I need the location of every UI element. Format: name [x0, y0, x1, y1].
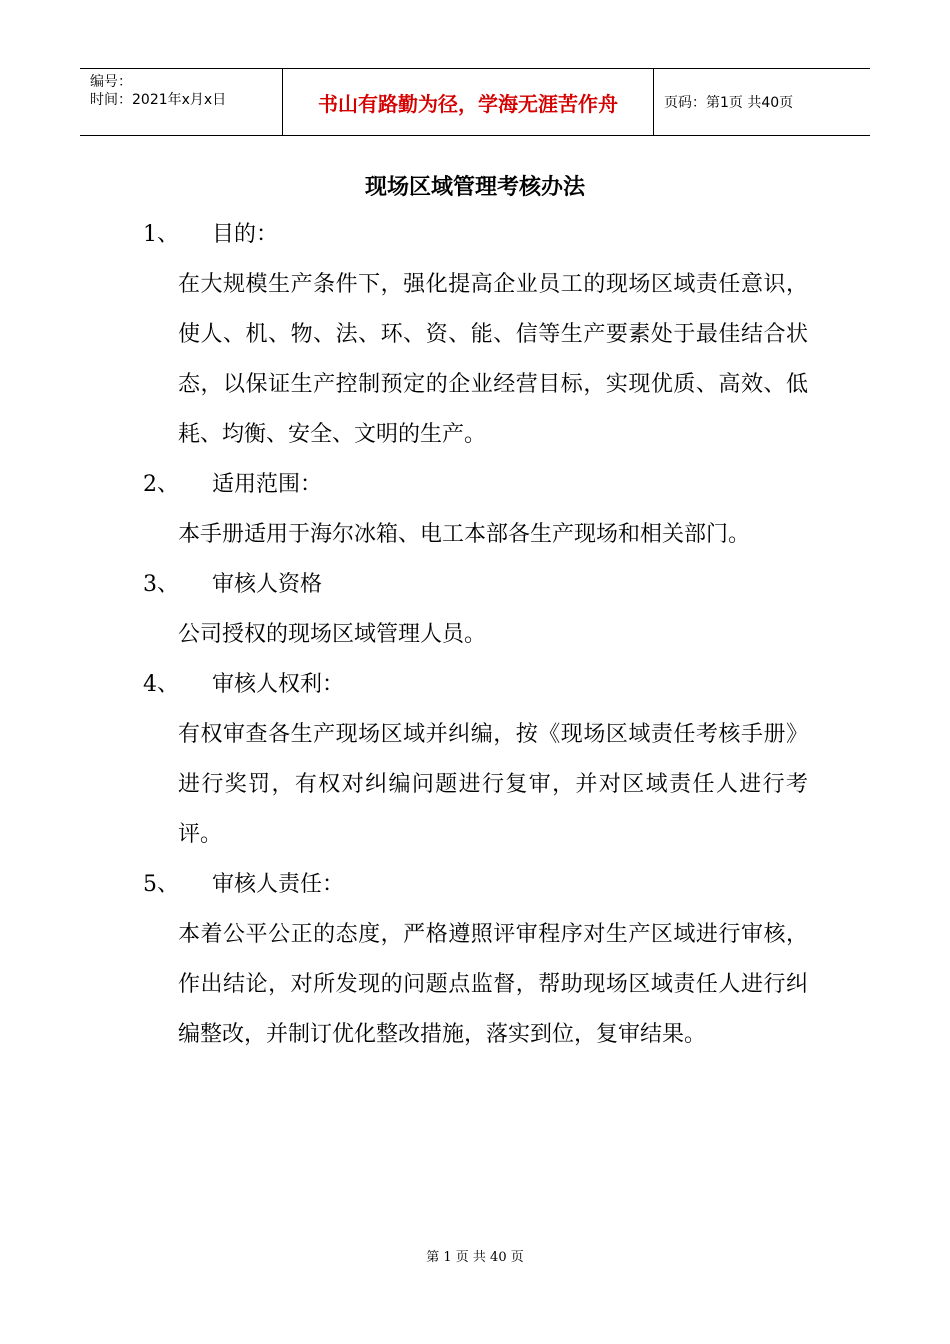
section-paragraph: 有权审查各生产现场区域并纠编，按《现场区域责任考核手册》进行奖罚，有权对纠编问题进行复审，并对区域责任人进行考评。 [178, 722, 808, 847]
section-heading [0, 660, 950, 710]
section-label: 目的： [212, 222, 279, 247]
header-motto: 书山有路勤为径，学海无涯苦作舟 [282, 69, 654, 135]
section-paragraph: 在大规模生产条件下，强化提高企业员工的现场区域责任意识，使人、机、物、法、环、资、能、信等生产要素处于最佳结合状态，以保证生产控制预定的企业经营目标，实现优质、高效、低耗、均衡、安全、文明的生产。 [178, 272, 808, 447]
section-heading [0, 460, 950, 510]
section-label: 审核人责任： [212, 872, 345, 897]
page-footer: 第 1 页 共 40 页 [426, 1250, 524, 1265]
section-auditor-qualification [0, 560, 950, 660]
section-number: 3、 [143, 572, 179, 597]
section-heading [0, 860, 950, 910]
header-table [80, 68, 870, 136]
section-number: 4、 [143, 672, 179, 697]
section-heading [0, 560, 950, 610]
section-label: 审核人权利： [212, 672, 345, 697]
section-number: 1、 [143, 222, 179, 247]
doc-number-label: 编号： [90, 74, 132, 90]
document-body [0, 210, 950, 1060]
header-meta [80, 69, 282, 135]
header-page-info: 页码：第1页 共40页 [664, 95, 794, 111]
section-heading [0, 210, 950, 260]
section-number: 2、 [143, 472, 179, 497]
section-label: 审核人资格 [212, 572, 323, 597]
section-auditor-responsibility [0, 860, 950, 1060]
section-purpose [0, 210, 950, 460]
doc-time-label: 时间：2021年x月x日 [90, 92, 227, 108]
section-paragraph: 公司授权的现场区域管理人员。 [178, 622, 487, 647]
section-label: 适用范围： [212, 472, 323, 497]
document-title: 现场区域管理考核办法 [364, 175, 585, 200]
section-paragraph: 本手册适用于海尔冰箱、电工本部各生产现场和相关部门。 [178, 522, 751, 547]
section-auditor-rights [0, 660, 950, 860]
section-paragraph: 本着公平公正的态度，严格遵照评审程序对生产区域进行审核，作出结论，对所发现的问题点监督，帮助现场区域责任人进行纠编整改，并制订优化整改措施，落实到位，复审结果。 [178, 922, 808, 1047]
section-number: 5、 [143, 872, 179, 897]
section-scope [0, 460, 950, 560]
